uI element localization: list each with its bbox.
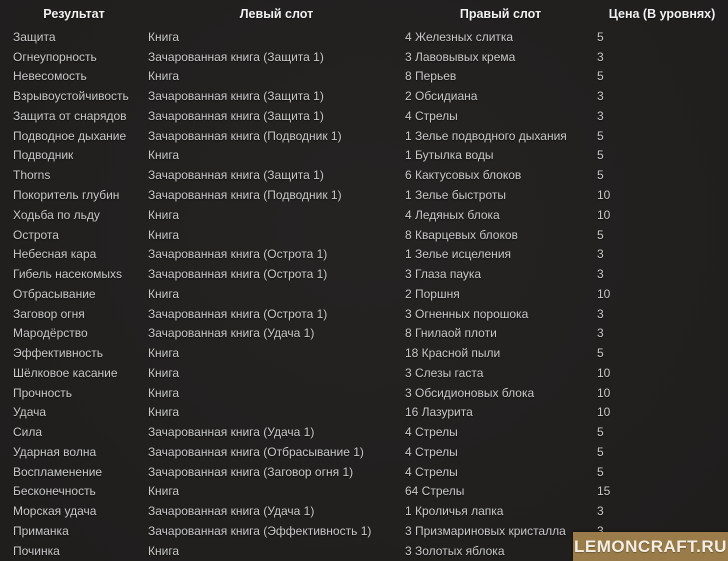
right-slot-cell: 8 Гнилаой плоти: [405, 326, 497, 341]
price-cell: 10: [597, 405, 611, 420]
table-row: [0, 244, 728, 264]
price-cell: 5: [597, 128, 604, 143]
right-slot-cell: 8 Кварцевых блоков: [405, 227, 518, 242]
result-cell: Сила: [13, 425, 43, 440]
result-cell: Гибель насекомыхs: [13, 267, 123, 282]
table-row: [0, 422, 728, 442]
result-cell: Невесомость: [13, 69, 87, 84]
result-cell: Небесная кара: [13, 247, 97, 262]
table-row: [0, 106, 728, 126]
result-cell: Взрывоустойчивость: [13, 89, 129, 104]
right-slot-cell: 3 Обсидионовых блока: [405, 385, 535, 400]
right-slot-cell: 1 Кроличья лапка: [405, 504, 504, 519]
price-cell: 10: [597, 207, 611, 222]
table-row: [0, 185, 728, 205]
table-row: [0, 482, 728, 502]
left-slot-cell: Зачарованная книга (Защита 1): [148, 89, 324, 104]
table-row: [0, 264, 728, 284]
right-slot-cell: 3 Золотых яблока: [405, 543, 505, 558]
result-cell: Починка: [13, 543, 60, 558]
left-slot-cell: Зачарованная книга (Защита 1): [148, 108, 324, 123]
table-row: [0, 225, 728, 245]
price-cell: 3: [597, 504, 604, 519]
table-row: [0, 47, 728, 67]
left-slot-cell: Книга: [148, 405, 180, 420]
right-slot-cell: 4 Стрелы: [405, 108, 458, 123]
price-cell: 15: [597, 484, 611, 499]
price-cell: 5: [597, 227, 604, 242]
left-slot-cell: Зачарованная книга (Подводник 1): [148, 188, 342, 202]
result-cell: Thorns: [13, 168, 51, 183]
result-cell: Заговор огня: [13, 306, 85, 321]
right-slot-cell: 4 Ледяных блока: [405, 207, 500, 222]
right-slot-cell: 1 Зелье быстроты: [405, 188, 506, 202]
price-cell: 10: [597, 365, 611, 380]
price-cell: 10: [597, 188, 611, 202]
price-cell: 5: [597, 29, 604, 44]
watermark-text: LEMONCRAFT.RU: [574, 536, 727, 556]
result-cell: Огнеупорность: [13, 49, 97, 64]
result-cell: Ударная волна: [13, 444, 97, 459]
price-cell: 5: [597, 464, 604, 479]
price-cell: 5: [597, 346, 604, 361]
right-slot-cell: 6 Кактусовых блоков: [405, 168, 522, 183]
table-row: [0, 67, 728, 87]
result-cell: Воспламенение: [13, 464, 103, 479]
right-slot-cell: 16 Лазурита: [405, 405, 473, 420]
table-row: [0, 284, 728, 304]
left-slot-cell: Книга: [148, 484, 180, 499]
column-header-price: Цена (В уровнях): [608, 6, 716, 21]
table-row: [0, 462, 728, 482]
table-row: [0, 27, 728, 47]
price-cell: 5: [597, 168, 604, 183]
price-cell: 3: [597, 306, 604, 321]
left-slot-cell: Зачарованная книга (Острота 1): [148, 306, 328, 321]
result-cell: Эффективность: [13, 346, 104, 361]
price-cell: 5: [597, 425, 604, 440]
right-slot-cell: 4 Железных слитка: [405, 29, 514, 44]
result-cell: Приманка: [13, 524, 69, 539]
left-slot-cell: Книга: [148, 346, 180, 361]
left-slot-cell: Зачарованная книга (Острота 1): [148, 267, 328, 282]
left-slot-cell: Книга: [148, 227, 180, 242]
table-header-row: [0, 0, 728, 27]
left-slot-cell: Книга: [148, 29, 180, 44]
result-cell: Защита от снарядов: [13, 108, 127, 123]
column-header-right-slot: Правый слот: [459, 6, 542, 21]
right-slot-cell: 3 Огненных порошока: [405, 306, 529, 321]
table-row: [0, 363, 728, 383]
left-slot-cell: Книга: [148, 148, 180, 163]
left-slot-cell: Зачарованная книга (Удача 1): [148, 425, 315, 440]
price-cell: 5: [597, 69, 604, 84]
result-cell: Острота: [13, 227, 59, 242]
right-slot-cell: 8 Перьев: [405, 69, 457, 84]
result-cell: Подводное дыхание: [13, 128, 127, 143]
left-slot-cell: Зачарованная книга (Острота 1): [148, 247, 328, 262]
price-cell: 3: [597, 326, 604, 341]
table-row: [0, 304, 728, 324]
right-slot-cell: 64 Стрелы: [405, 484, 465, 499]
table-body: [0, 27, 728, 561]
lemoncraft-watermark: [573, 532, 728, 561]
right-slot-cell: 1 Зелье исцеления: [405, 247, 512, 262]
price-cell: 3: [597, 49, 604, 64]
right-slot-cell: 1 Зелье подводного дыхания: [405, 128, 567, 143]
left-slot-cell: Книга: [148, 543, 180, 558]
price-cell: 3: [597, 247, 604, 262]
column-header-result: Результат: [43, 6, 105, 21]
result-cell: Мародёрство: [13, 326, 88, 341]
price-cell: 10: [597, 286, 611, 301]
price-cell: 3: [597, 108, 604, 123]
price-cell: 3: [597, 267, 604, 282]
right-slot-cell: 4 Стрелы: [405, 425, 458, 440]
right-slot-cell: 1 Бутылка воды: [405, 148, 494, 163]
result-cell: Подводник: [13, 148, 74, 163]
result-cell: Удача: [13, 405, 47, 420]
table-row: [0, 205, 728, 225]
result-cell: Прочность: [13, 385, 73, 400]
right-slot-cell: 4 Стрелы: [405, 464, 458, 479]
left-slot-cell: Зачарованная книга (Удача 1): [148, 326, 315, 341]
result-cell: Покоритель глубин: [13, 188, 120, 202]
table-row: [0, 501, 728, 521]
price-cell: 5: [597, 148, 604, 163]
right-slot-cell: 3 Глаза паука: [405, 267, 482, 282]
left-slot-cell: Зачарованная книга (Удача 1): [148, 504, 315, 519]
left-slot-cell: Книга: [148, 385, 180, 400]
left-slot-cell: Зачарованная книга (Эффективность 1): [148, 524, 372, 539]
price-cell: 3: [597, 89, 604, 104]
result-cell: Бесконечность: [13, 484, 96, 499]
result-cell: Отбрасывание: [13, 286, 96, 301]
left-slot-cell: Книга: [148, 365, 180, 380]
table-row: [0, 343, 728, 363]
left-slot-cell: Зачарованная книга (Подводник 1): [148, 128, 342, 143]
left-slot-cell: Книга: [148, 69, 180, 84]
left-slot-cell: Зачарованная книга (Защита 1): [148, 168, 324, 183]
left-slot-cell: Книга: [148, 207, 180, 222]
left-slot-cell: Зачарованная книга (Защита 1): [148, 49, 324, 64]
right-slot-cell: 18 Красной пыли: [405, 346, 501, 361]
right-slot-cell: 4 Стрелы: [405, 444, 458, 459]
table-row: [0, 403, 728, 423]
left-slot-cell: Зачарованная книга (Заговор огня 1): [148, 464, 354, 479]
price-cell: 10: [597, 385, 611, 400]
left-slot-cell: Книга: [148, 286, 180, 301]
result-cell: Морская удача: [13, 504, 97, 519]
result-cell: Шёлковое касание: [13, 365, 118, 380]
table-row: [0, 165, 728, 185]
table-row: [0, 442, 728, 462]
price-cell: 5: [597, 444, 604, 459]
table-row: [0, 146, 728, 166]
table-row: [0, 383, 728, 403]
right-slot-cell: 2 Обсидиана: [405, 89, 478, 104]
result-cell: Защита: [13, 29, 56, 44]
table-row: [0, 86, 728, 106]
result-cell: Ходьба по льду: [13, 207, 100, 222]
right-slot-cell: 3 Призмариновых кристалла: [405, 524, 566, 539]
table-row: [0, 323, 728, 343]
column-header-left-slot: Левый слот: [239, 6, 314, 21]
left-slot-cell: Зачарованная книга (Отбрасывание 1): [148, 444, 364, 459]
right-slot-cell: 3 Лавовывых крема: [405, 49, 516, 64]
table-row: [0, 126, 728, 146]
right-slot-cell: 2 Поршня: [405, 286, 460, 301]
right-slot-cell: 3 Слезы гаста: [405, 365, 484, 380]
